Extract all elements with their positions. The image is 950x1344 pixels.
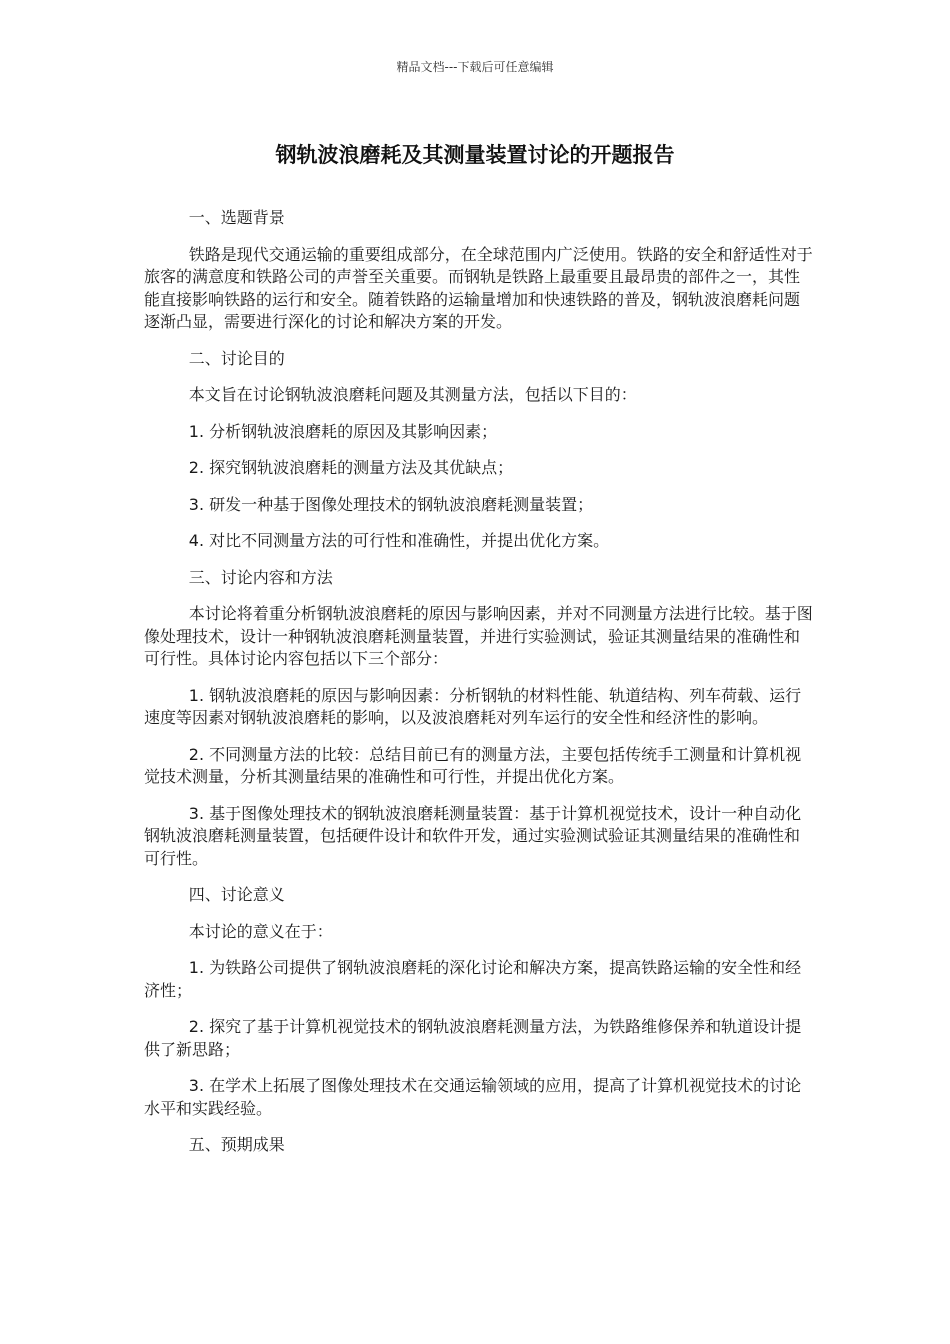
section-heading-purpose: 二、讨论目的 xyxy=(188,348,285,368)
section-heading-significance: 四、讨论意义 xyxy=(188,885,285,904)
section-heading-background: 一、选题背景 xyxy=(188,208,285,227)
header-note: 精品文档---下载后可任意编辑 xyxy=(396,60,554,74)
paragraph-significance-intro: 本讨论的意义在于： xyxy=(188,921,333,941)
list-item-purpose-3: 3. 研发一种基于图像处理技术的钢轨波浪磨耗测量装置； xyxy=(188,494,594,514)
document-body xyxy=(144,207,814,1171)
list-item-purpose-2: 2. 探究钢轨波浪磨耗的测量方法及其优缺点； xyxy=(188,458,514,477)
list-item-content-3: 3. 基于图像处理技术的钢轨波浪磨耗测量装置：基于计算机视觉技术，设计一种自动化钢轨波浪磨耗测量装置，包括硬件设计和软件开发，通过实验测试验证其测量结果的准确性和可行性。 xyxy=(144,803,802,868)
paragraph-purpose-intro: 本文旨在讨论钢轨波浪磨耗问题及其测量方法，包括以下目的： xyxy=(188,385,637,404)
paragraph-content-intro: 本讨论将着重分析钢轨波浪磨耗的原因与影响因素，并对不同测量方法进行比较。基于图像处理技术，设计一种钢轨波浪磨耗测量装置，并进行实验测试，验证其测量结果的准确性和可行性。具体讨论内容包括以下三个部分： xyxy=(144,604,813,668)
list-item-content-2: 2. 不同测量方法的比较：总结目前已有的测量方法，主要包括传统手工测量和计算机视觉技术测量，分析其测量结果的准确性和可行性，并提出优化方案。 xyxy=(144,744,802,786)
list-item-purpose-4: 4. 对比不同测量方法的可行性和准确性，并提出优化方案。 xyxy=(188,531,610,550)
list-item-significance-1: 1. 为铁路公司提供了钢轨波浪磨耗的深化讨论和解决方案，提高铁路运输的安全性和经济性； xyxy=(144,958,802,1000)
list-item-purpose-1: 1. 分析钢轨波浪磨耗的原因及其影响因素； xyxy=(188,421,498,441)
paragraph-background: 铁路是现代交通运输的重要组成部分，在全球范围内广泛使用。铁路的安全和舒适性对于旅客的满意度和铁路公司的声誉至关重要。而钢轨是铁路上最重要且最昂贵的部件之一，其性能直接影响铁路的运行和安全。随着铁路的运输量增加和快速铁路的普及，钢轨波浪磨耗问题逐渐凸显，需要进行深化的讨论和解决方案的开发。 xyxy=(144,244,813,331)
section-heading-expected-results: 五、预期成果 xyxy=(188,1135,285,1154)
document-title: 钢轨波浪磨耗及其测量装置讨论的开题报告 xyxy=(275,143,675,167)
section-heading-content-method: 三、讨论内容和方法 xyxy=(188,567,333,587)
list-item-content-1: 1. 钢轨波浪磨耗的原因与影响因素：分析钢轨的材料性能、轨道结构、列车荷载、运行速度等因素对钢轨波浪磨耗的影响，以及波浪磨耗对列车运行的安全性和经济性的影响。 xyxy=(144,685,802,727)
list-item-significance-3: 3. 在学术上拓展了图像处理技术在交通运输领域的应用，提高了计算机视觉技术的讨论水平和实践经验。 xyxy=(144,1076,802,1118)
list-item-significance-2: 2. 探究了基于计算机视觉技术的钢轨波浪磨耗测量方法，为铁路维修保养和轨道设计提供了新思路； xyxy=(144,1017,802,1059)
